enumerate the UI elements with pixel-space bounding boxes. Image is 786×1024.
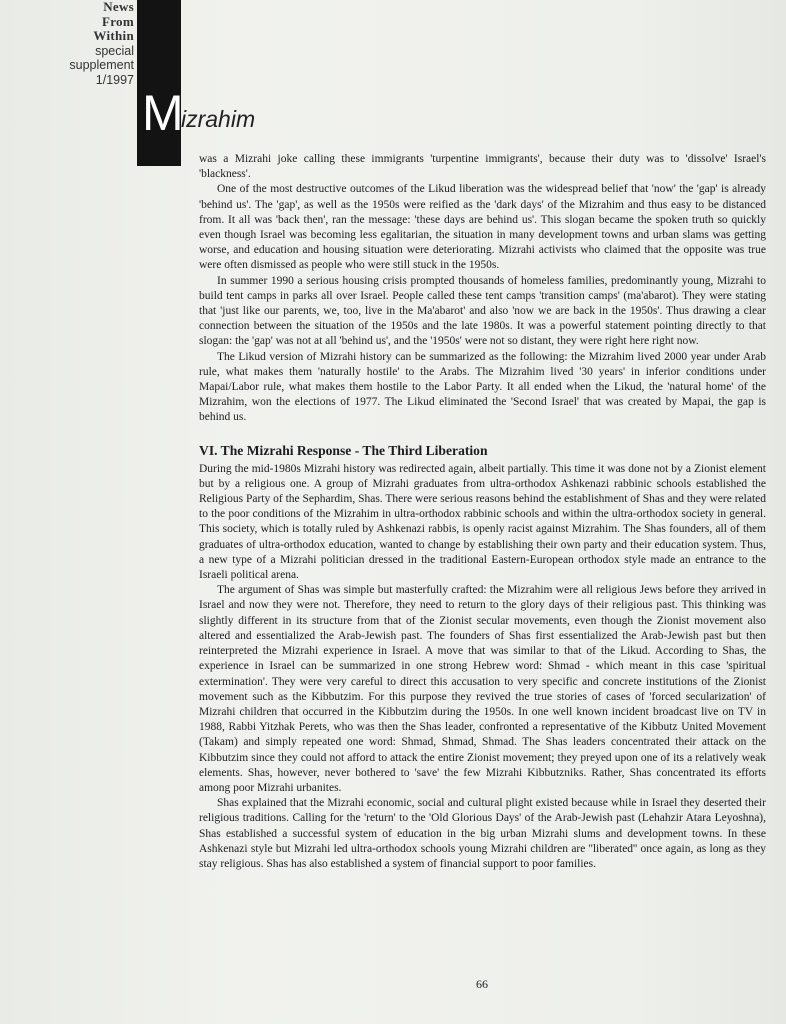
paragraph-4: The Likud version of Mizrahi history can be summarized as the following: the Mizrahim lived 2000 year under Arab rule, what makes them 'naturally hostile' to the Arabs. The Mizrahim lived '30 years' in inferior conditions under Mapai/Labor rule, what makes them hostile to the Labor Party. It all ended when the Likud, the 'natural home' of the Mizrahim, won the elections of 1977. The Likud eliminated the 'Second Israel' that was created by Mapai, the gap is behind us. [199,350,766,424]
masthead-news: News [103,0,134,14]
article-body [199,152,766,872]
title-black-band [137,0,181,166]
masthead-special: special [95,43,134,58]
masthead [69,0,134,88]
masthead-from: From [101,13,134,29]
section-heading: VI. The Mizrahi Response - The Third Liberation [199,442,488,458]
paragraph-2: One of the most destructive outcomes of the Likud liberation was the widespread belief that 'now' the 'gap' is already 'behind us'. The 'gap', as well as the 1950s were reified as the 'dark days' of the Mizrahim and thus easy to be distanced from. It all was 'back then', ran the message: 'these days are behind us'. This slogan became the spoken truth so quickly even though Israel was becoming less egalitarian, the situation in many development towns and urban slams was getting worse, and education and housing situation were deteriorating. Mizrahi activists who claimed that the opposite was true were often dismissed as people who were still stuck in the 1950s. [199,183,766,272]
paragraph-3: In summer 1990 a serious housing crisis prompted thousands of homeless families, predominantly young, Mizrahi to build tent camps in parks all over Israel. People called these tent camps 'transition camps' (ma'abarot). They were stating that 'just like our parents, we, too, live in the Ma'abarot' and also 'now we are back in the 1950s'. Thus drawing a clear connection between the situation of the 1950s and the late 1980s. It was a powerful statement pointing directly to that slogan: the 'gap' was not at all 'behind us', and the '1950s' were not so distant, they were right here right now. [199,274,766,348]
paragraph-5: During the mid-1980s Mizrahi history was redirected again, albeit partially. This time it was done not by a Zionist element but by a religious one. A group of Mizrahi graduates from ultra-orthodox Ashkenazi rabbinic schools established the Religious Party of the Sephardim, Shas. There were serious reasons behind the establishment of Shas and they were related to the poor conditions of the Mizrahim in ultra-orthodox rabbinic schools and within the ultra-orthodox society in general. This society, which is totally ruled by Ashkenazi rabbis, is openly racist against Mizrahim. The Shas founders, all of them graduates of ultra-orthodox education, wanted to change by establishing their own party and their education system. Thus, a new type of a Mizrahi politician dressed in the traditional Eastern-European orthodox style made an entrance to the Israeli political arena. [199,462,766,582]
masthead-within: Within [93,28,134,44]
masthead-issue: 1/1997 [95,72,134,87]
masthead-supplement: supplement [69,58,134,73]
paragraph-6: The argument of Shas was simple but masterfully crafted: the Mizrahim were all religious Jews before they arrived in Israel and now they were not. Therefore, they need to return to the glory days of their religious past. This thinking was slightly different in its structure from that of the Zionist secular movements, even though the Zionist movement also altered and essentialized the Arab-Jewish past. The founders of Shas first essentialized the Arab-Jewish past but then reinterpreted the Mizrahi experience in Israel. A move that was similar to that of the Likud. According to Shas, the experience in Israel can be summarized in one strong Hebrew word: Shmad - which meant in this case 'spiritual extermination'. They were very careful to direct this accusation to very specific and concrete institutions of the Zionist movement such as the Kibbutzim. For this purpose they revived the true stories of cases of 'forced secularization' of Mizrahi children that occurred in the Kibbutzim during the 1950s. In one well known incident broadcast live on TV in 1988, Rabbi Yitzhak Perets, who was then the Shas leader, confronted a representative of the Kibbutz United Movement (Takam) and simply repeated one word: Shmad, Shmad, Shmad. The Shas leaders concentrated their attack on the Kibbutzim since they could not afford to attack the entire Zionist movement; they preyed upon one of its a relatively weak elements. Shas, however, never bothered to 'save' the few Mizrahi Kibbutzniks. Rather, Shas concentrated its efforts among poor Mizrahi urbanites. [199,584,766,794]
page-title: izrahim [181,106,256,132]
title-initial: M [142,85,184,141]
paragraph-1: was a Mizrahi joke calling these immigrants 'turpentine immigrants', because their duty was to 'dissolve' Israel's 'blackness'. [199,153,766,181]
page-number: 66 [476,977,488,991]
paragraph-7: Shas explained that the Mizrahi economic, social and cultural plight existed because while in Israel they deserted their religious traditions. Calling for the 'return' to the 'Old Glorious Days' of the Arab-Jewish past (Lehahzir Atara Leyoshna), Shas established a successful system of education in the big urban Mizrahi slums and development towns. In these Ashkenazi style but Mizrahi led ultra-orthodox schools young Mizrahi children are ''liberated'' once again, as long as they stay religious. Shas has also established a system of financial support to poor families. [199,797,766,870]
